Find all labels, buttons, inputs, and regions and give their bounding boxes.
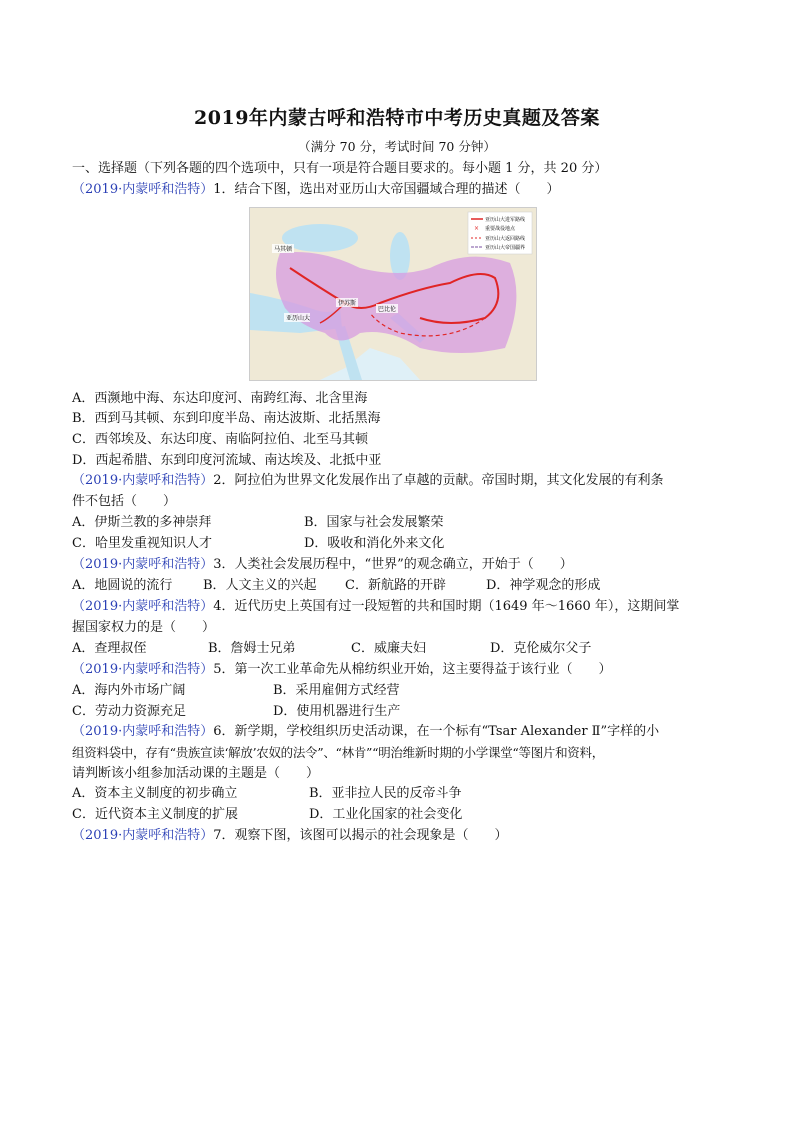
question-6 [72,722,752,742]
question-3 [72,555,752,575]
option: B．采用雇佣方式经营 [273,683,400,698]
section-heading: 一、选择题（下列各题的四个选项中，只有一项是符合题目要求的。每小题 1 分，共 20 分） [72,161,608,176]
option: D．西起希腊、东到印度河流域、南达埃及、北抵中亚 [72,453,382,468]
exam-info: （满分 70 分，考试时间 70 分钟） [298,139,496,154]
map-graphic [250,208,536,380]
question-1 [72,180,752,200]
option: B．人文主义的兴起 [203,578,317,593]
option: C．西邻埃及、东达印度、南临阿拉伯、北至马其顿 [72,432,368,447]
question-2 [72,471,752,491]
option: A．伊斯兰教的多神崇拜 [72,515,212,530]
option: B．亚非拉人民的反帝斗争 [309,786,462,801]
question-stem: 6．新学期，学校组织历史活动课，在一个标有“Tsar Alexander Ⅱ”字样的小 [213,724,660,739]
question-stem: 1．结合下图，选出对亚历山大帝国疆域合理的描述（ ） [213,182,560,197]
option: C．哈里发重视知识人才 [72,536,212,551]
alexander-empire-map [249,207,537,381]
option: A．地圆说的流行 [72,578,173,593]
question-stem-cont: 件不包括（ ） [72,494,177,509]
question-source: （2019·内蒙呼和浩特） [72,599,214,614]
question-stem: 5．第一次工业革命先从棉纺织业开始，这主要得益于该行业（ ） [213,662,612,677]
question-7 [72,826,752,846]
option: B．詹姆士兄弟 [208,641,296,656]
question-5 [72,660,752,680]
question-source: （2019·内蒙呼和浩特） [72,182,214,197]
question-source: （2019·内蒙呼和浩特） [72,662,214,677]
question-source: （2019·内蒙呼和浩特） [72,828,214,843]
question-source: （2019·内蒙呼和浩特） [72,557,214,572]
option: A．西濒地中海、东达印度河、南跨红海、北含里海 [72,391,368,406]
option: D．克伦威尔父子 [490,641,592,656]
legend-item: 重要战役地点 [485,226,516,232]
legend-item: 亚历山大进军路线 [485,217,526,223]
question-stem-cont: 请判断该小组参加活动课的主题是（ ） [72,766,320,781]
option: A．资本主义制度的初步确立 [72,786,238,801]
question-stem-cont: 组资料袋中，存有“贵族宣读‘解放’农奴的法令”、“林肯”“明治维新时期的小学课堂“等图片和资料， [72,745,604,760]
map-label: 巴比伦 [378,306,397,313]
option: A．海内外市场广阔 [72,683,186,698]
question-source: （2019·内蒙呼和浩特） [72,724,214,739]
map-label: 伊苏斯 [338,300,357,307]
option: A．查理叔侄 [72,641,147,656]
question-stem: 2．阿拉伯为世界文化发展作出了卓越的贡献。帝国时期，其文化发展的有利条 [213,473,664,488]
option: B．西到马其顿、东到印度半岛、南达波斯、北括黑海 [72,411,381,426]
map-label: 马其顿 [274,246,293,253]
option: C．新航路的开辟 [345,578,446,593]
option: C．威廉夫妇 [351,641,426,656]
option: D．神学观念的形成 [486,578,601,593]
option: C．近代资本主义制度的扩展 [72,807,238,822]
option: B．国家与社会发展繁荣 [304,515,444,530]
question-stem: 3．人类社会发展历程中，“世界”的观念确立，开始于（ ） [213,557,573,572]
legend-item: 亚历山大返回路线 [485,236,526,242]
option: D．吸收和消化外来文化 [304,536,445,551]
map-label: 亚历山大 [286,315,311,322]
legend-item: 亚历山大帝国疆界 [485,245,526,251]
option: C．劳动力资源充足 [72,704,186,719]
option: D．使用机器进行生产 [273,704,401,719]
svg-text:×: × [474,225,480,232]
question-stem: 7．观察下图，该图可以揭示的社会现象是（ ） [213,828,508,843]
page-title: 2019年内蒙古呼和浩特市中考历史真题及答案 [194,107,600,129]
option: D．工业化国家的社会变化 [309,807,463,822]
question-source: （2019·内蒙呼和浩特） [72,473,214,488]
question-4 [72,597,752,617]
question-stem-cont: 握国家权力的是（ ） [72,620,216,635]
question-stem: 4．近代历史上英国有过一段短暂的共和国时期（1649 年～1660 年），这期间掌 [213,599,680,614]
